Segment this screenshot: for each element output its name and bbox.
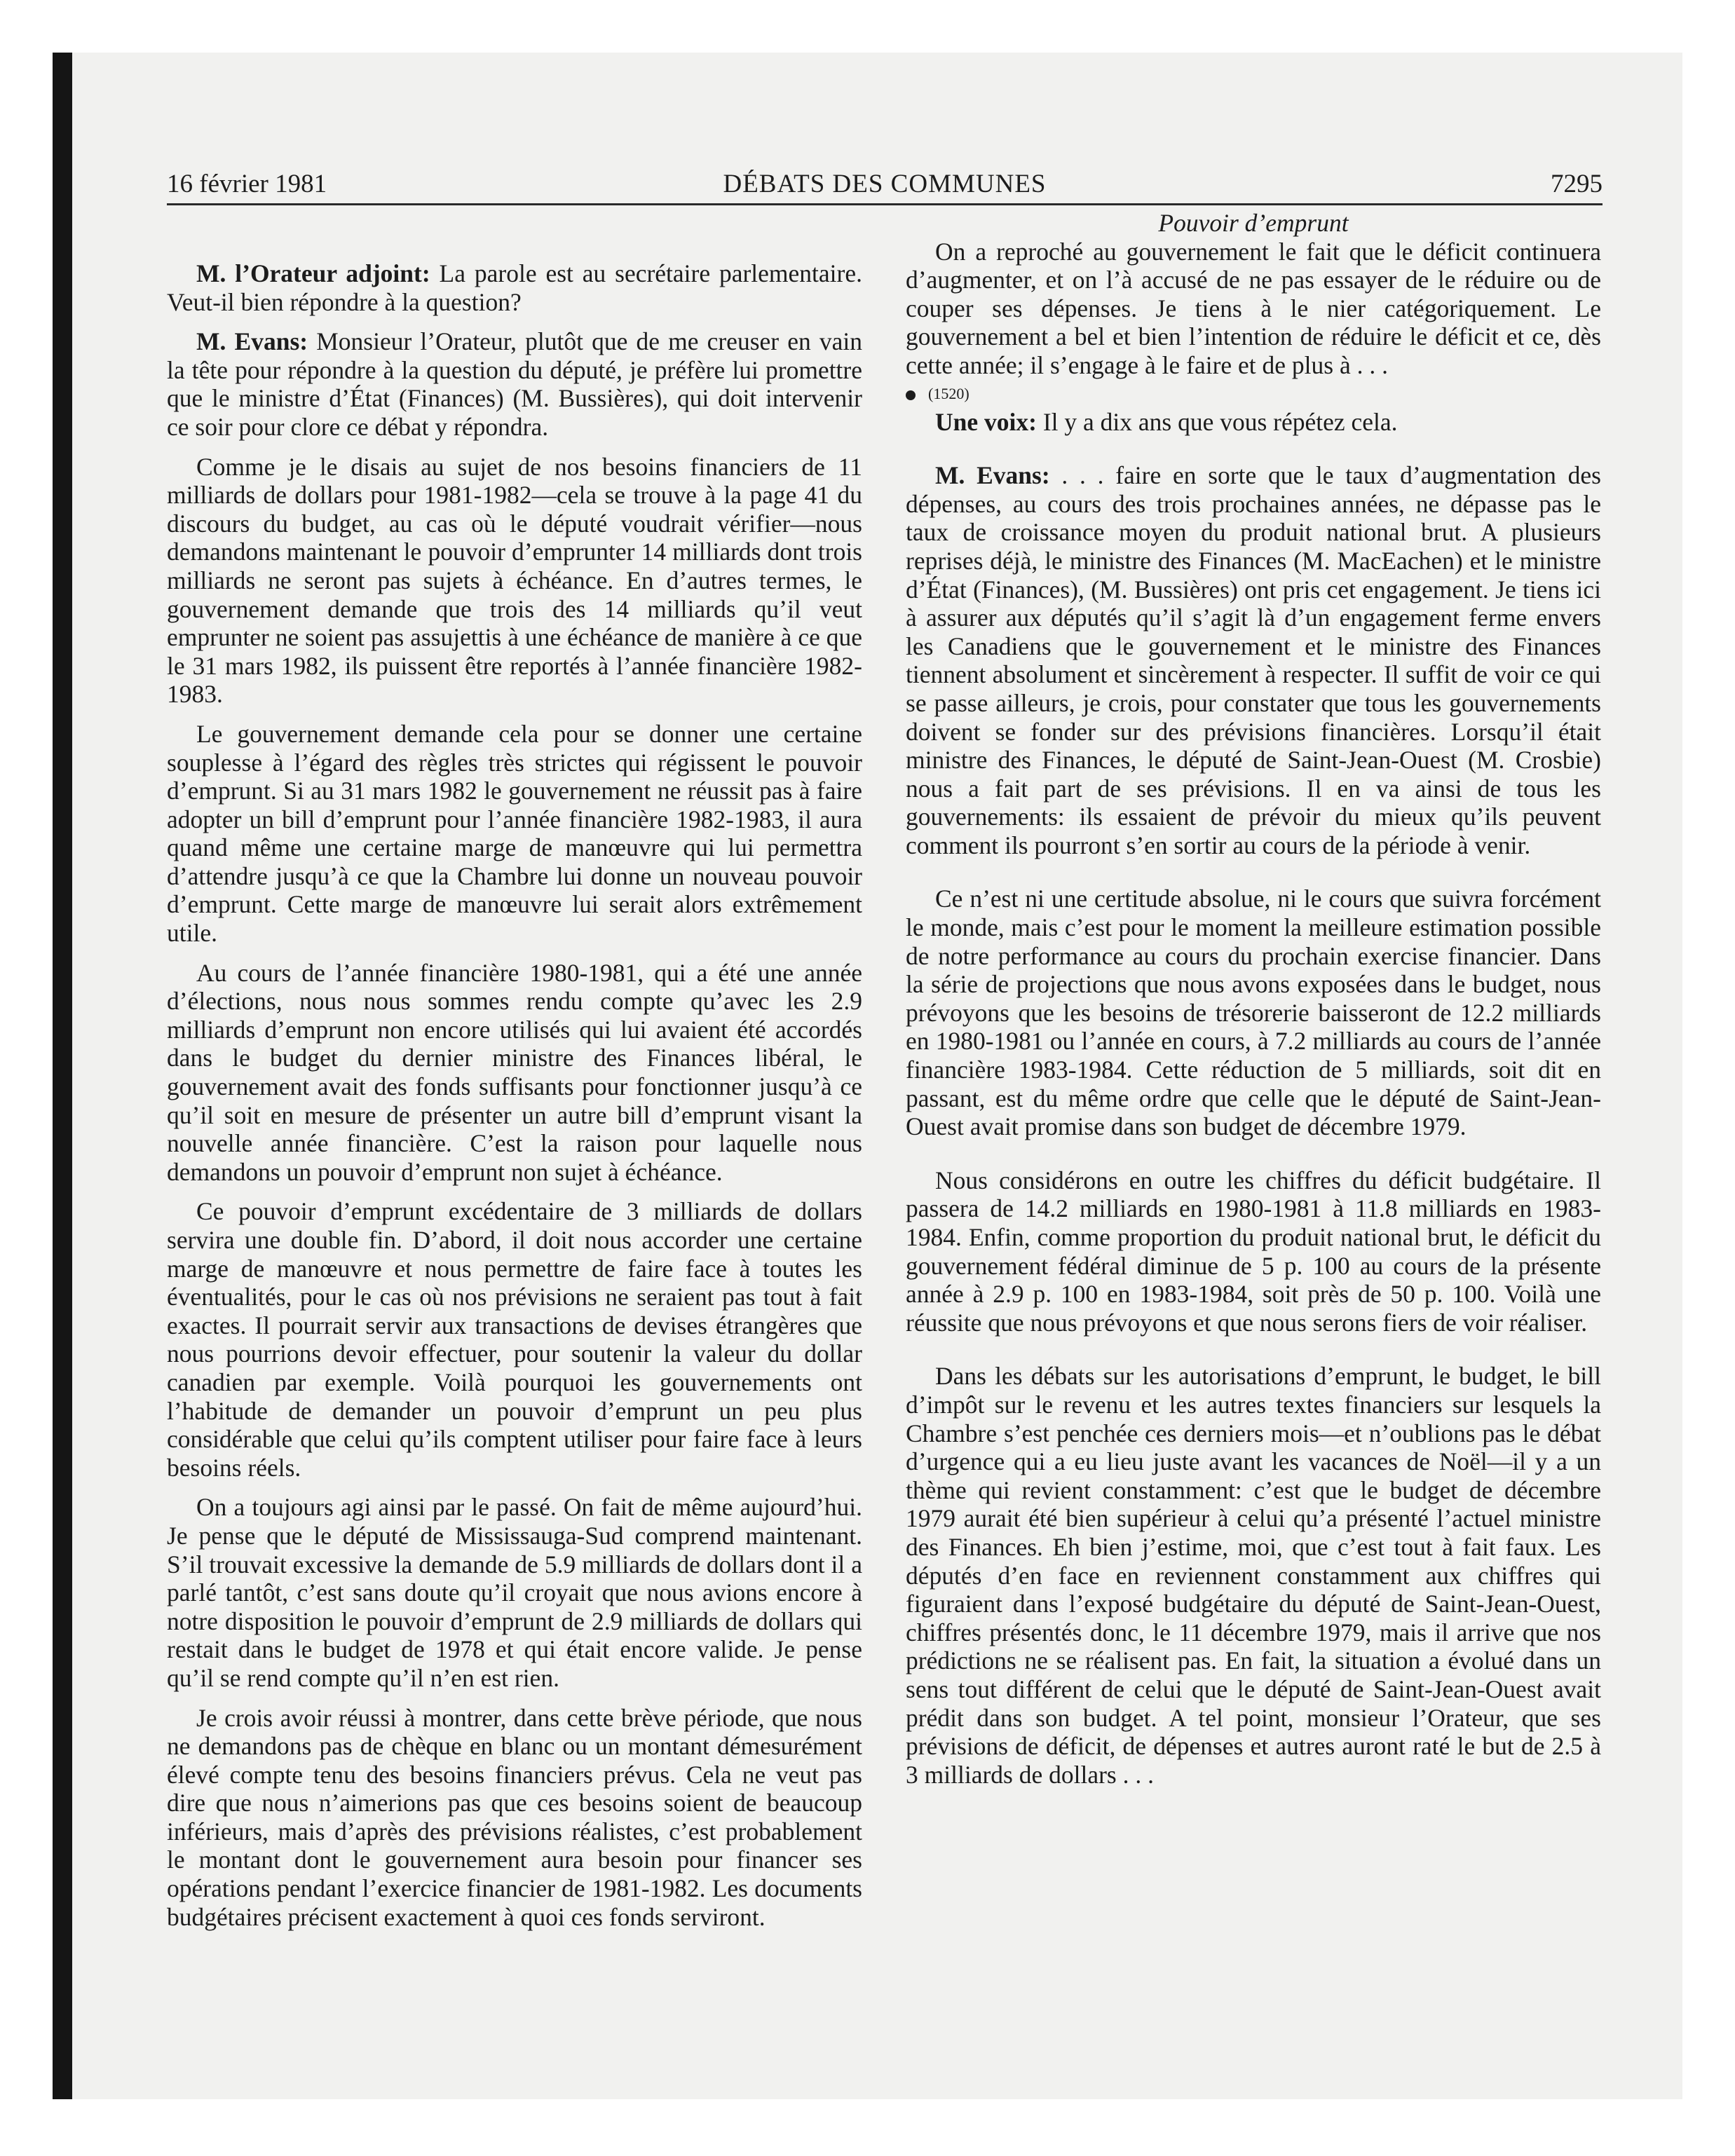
bullet-icon (906, 390, 916, 400)
page-number: 7295 (1551, 170, 1603, 198)
speaker-name: M. Evans: (196, 327, 308, 356)
header-title: DÉBATS DES COMMUNES (723, 170, 1047, 198)
subheading: Pouvoir d’emprunt (1158, 209, 1349, 237)
speech-text: La parole est au secrétaire parlementaire. Veut-il bien répondre à la question? (167, 259, 862, 316)
header-date: 16 février 1981 (167, 170, 327, 198)
speech-text: Il y a dix ans que vous répétez cela. (1036, 407, 1398, 436)
speech-text: Monsieur l’Orateur, plutôt que de me creuser en vain la tête pour répondre à la question du député, je préfère lui promettre que le ministre d’État (Finances) (M. Bussières), qui doit intervenir ce soir pour clore ce débat y répondra. (167, 327, 862, 441)
page-header (167, 165, 1603, 205)
left-column (167, 209, 862, 1931)
speech-text: . . . faire en sorte que le taux d’augmentation des dépenses, au cours des trois prochaines années, ne dépasse pas le taux de croissance moyen du produit national brut. A plusieurs reprises déjà, le ministre des Finances (M. MacEachen) et le ministre d’État (Finances), (M. Bussières) ont pris cet engagement. Je tiens ici à assurer aux députés qu’il s’agit là d’un engagement ferme envers les Canadiens que le gouvernement et le ministre des Finances tiennent absolument et sincèrement à respecter. Il suffit de voir ce qui se passe ailleurs, je crois, pour constater que tous les gouvernements doivent se fonder sur des prévisions financières. Lorsqu’il était ministre des Finances, le député de Saint-Jean-Ouest (M. Crosbie) nous a fait part de ses prévisions. Il en va ainsi de tous les gouvernements: ils essaient de prévoir du mieux qu’ils peuvent comment ils pourront s’en sortir au cours de la période à venir. (906, 461, 1601, 859)
binding-edge (53, 53, 72, 2099)
speaker-name: Une voix: (935, 407, 1037, 436)
paragraph: Ce pouvoir d’emprunt excédentaire de 3 milliards de dollars servira une double fin. D’abord, il doit nous accorder une certaine marge de manœuvre et nous permettre de faire face à toutes les éventualités, pour le cas où nos prévisions ne seraient pas tout à fait exactes. Il pourrait servir aux transactions de devises étrangères que nous pourrions devoir effectuer, pour soutenir la valeur du dollar canadien par exemple. Voilà pourquoi les gouvernements ont l’habitude de demander un pouvoir d’emprunt un peu plus considérable que celui qu’ils comptent utiliser pour faire face à leurs besoins réels. (167, 1197, 862, 1482)
paragraph: Je crois avoir réussi à montrer, dans cette brève période, que nous ne demandons pas de chèque en blanc ou un montant démesurément élevé compte tenu des besoins financiers prévus. Cela ne veut pas dire que nous n’aimerions pas que ces besoins soient de beaucoup inférieurs, mais d’après des prévisions réalistes, c’est probablement le montant dont le gouvernement aura besoin pour financer ses opérations pendant l’exercice financier de 1981-1982. Les documents budgétaires précisent exactement à quoi ces fonds serviront. (167, 1703, 862, 1931)
time-marker-text: (1520) (928, 384, 969, 402)
paragraph: On a reproché au gouvernement le fait que le déficit continuera d’augmenter, et on l’à accusé de ne pas essayer de le réduire ou de couper ses dépenses. Je tiens à le nier catégoriquement. Le gouvernement a bel et bien l’intention de réduire le déficit et ce, dès cette année; il s’engage à le faire et de plus à . . . (906, 237, 1601, 379)
paragraph: Comme je le disais au sujet de nos besoins financiers de 11 milliards de dollars pour 1981-1982—cela se trouve à la page 41 du discours du budget, au cas où le député voudrait vérifier—nous demandons maintenant le pouvoir d’emprunter 14 milliards dont trois milliards ne seront pas sujets à échéance. En d’autres termes, le gouvernement demande que trois des 14 milliards qu’il veut emprunter ne soient pas assujettis à une échéance de manière à ce que le 31 mars 1982, ils puissent être reportés à l’année financière 1982-1983. (167, 452, 862, 709)
paragraph: On a toujours agi ainsi par le passé. On fait de même aujourd’hui. Je pense que le député de Mississauga-Sud comprend maintenant. S’il trouvait excessive la demande de 5.9 milliards de dollars dont il a parlé tantôt, c’est sans doute qu’il croyait que nous avions encore à notre disposition le pouvoir d’emprunt de 2.9 milliards de dollars qui restait dans le budget de 1978 et qui était encore valide. Je pense qu’il se rend compte qu’il n’en est rien. (167, 1493, 862, 1692)
paragraph-interjection (906, 408, 1601, 437)
paragraph: Dans les débats sur les autorisations d’emprunt, le budget, le bill d’impôt sur le revenu et les autres textes financiers sur lesquels la Chambre s’est penchée ces derniers mois—et n’oublions pas le débat d’urgence qui a eu lieu juste avant les vacances de Noël—il y a un thème qui revient constamment: c’est que le budget de décembre 1979 aurait été bien supérieur à celui qu’a présenté l’actuel ministre des Finances. Eh bien j’estime, moi, que c’est tout à fait faux. Les députés d’en face en reviennent constamment aux chiffres qui figuraient dans l’exposé budgétaire du député de Saint-Jean-Ouest, chiffres présentés donc, le 11 décembre 1979, mais il arrive que nos prédictions ne se réalisent pas. En fait, la situation a évolué dans un sens tout différent de celui que le député de Saint-Jean-Ouest avait prédit dans son budget. A tel point, monsieur l’Orateur, que ses prévisions de déficit, de dépenses et autres auront raté le but de 2.5 à 3 milliards de dollars . . . (906, 1362, 1601, 1789)
time-marker (906, 380, 1601, 408)
paragraph: Au cours de l’année financière 1980-1981, qui a été une année d’élections, nous nous sommes rendu compte qu’avec les 2.9 milliards d’emprunt non encore utilisés qui lui avaient été accordés dans le budget du dernier ministre des Finances libéral, le gouvernement avait des fonds suffisants pour fonctionner jusqu’à ce qu’il soit en mesure de présenter un autre bill d’emprunt visant la nouvelle année financière. C’est la raison pour laquelle nous demandons un pouvoir d’emprunt non sujet à échéance. (167, 958, 862, 1186)
speaker-name: M. l’Orateur adjoint: (196, 259, 430, 287)
speaker-name: M. Evans: (935, 461, 1050, 490)
paragraph: Ce n’est ni une certitude absolue, ni le cours que suivra forcément le monde, mais c’est pour le moment la meilleure estimation possible de notre performance au cours du prochain exercise financier. Dans la série de projections que nous avons exposées dans le budget, nous prévoyons que les besoins de trésorerie baisseront de 12.2 milliards en 1980-1981 ou l’année en cours, à 7.2 milliards au cours de l’année financière 1983-1984. Cette réduction de 5 milliards, soit dit en passant, est du même ordre que celle que le député de Saint-Jean-Ouest avait promise dans son budget de décembre 1979. (906, 885, 1601, 1141)
paragraph-evans (167, 327, 862, 441)
paragraph-evans (906, 461, 1601, 859)
right-column (906, 209, 1601, 1789)
paragraph-deputy-speaker (167, 259, 862, 316)
paragraph: Le gouvernement demande cela pour se donner une certaine souplesse à l’égard des règles très strictes qui régissent le pouvoir d’emprunt. Si au 31 mars 1982 le gouvernement ne réussit pas à faire adopter un bill d’emprunt pour l’année financière 1982-1983, il aura quand même une certaine marge de manœuvre qui lui permettra d’attendre jusqu’à ce que la Chambre lui donne un nouveau pouvoir d’emprunt. Cette marge de manœuvre lui serait alors extrêmement utile. (167, 719, 862, 948)
paragraph: Nous considérons en outre les chiffres du déficit budgétaire. Il passera de 14.2 milliards en 1980-1981 à 11.8 milliards en 1983-1984. Enfin, comme proportion du produit national brut, le déficit du gouvernement fédéral diminue de 5 p. 100 au cours de la présente année à 2.9 p. 100 en 1983-1984, soit près de 50 p. 100. Voilà une réussite que nous prévoyons et que nous serons fiers de voir réaliser. (906, 1166, 1601, 1337)
